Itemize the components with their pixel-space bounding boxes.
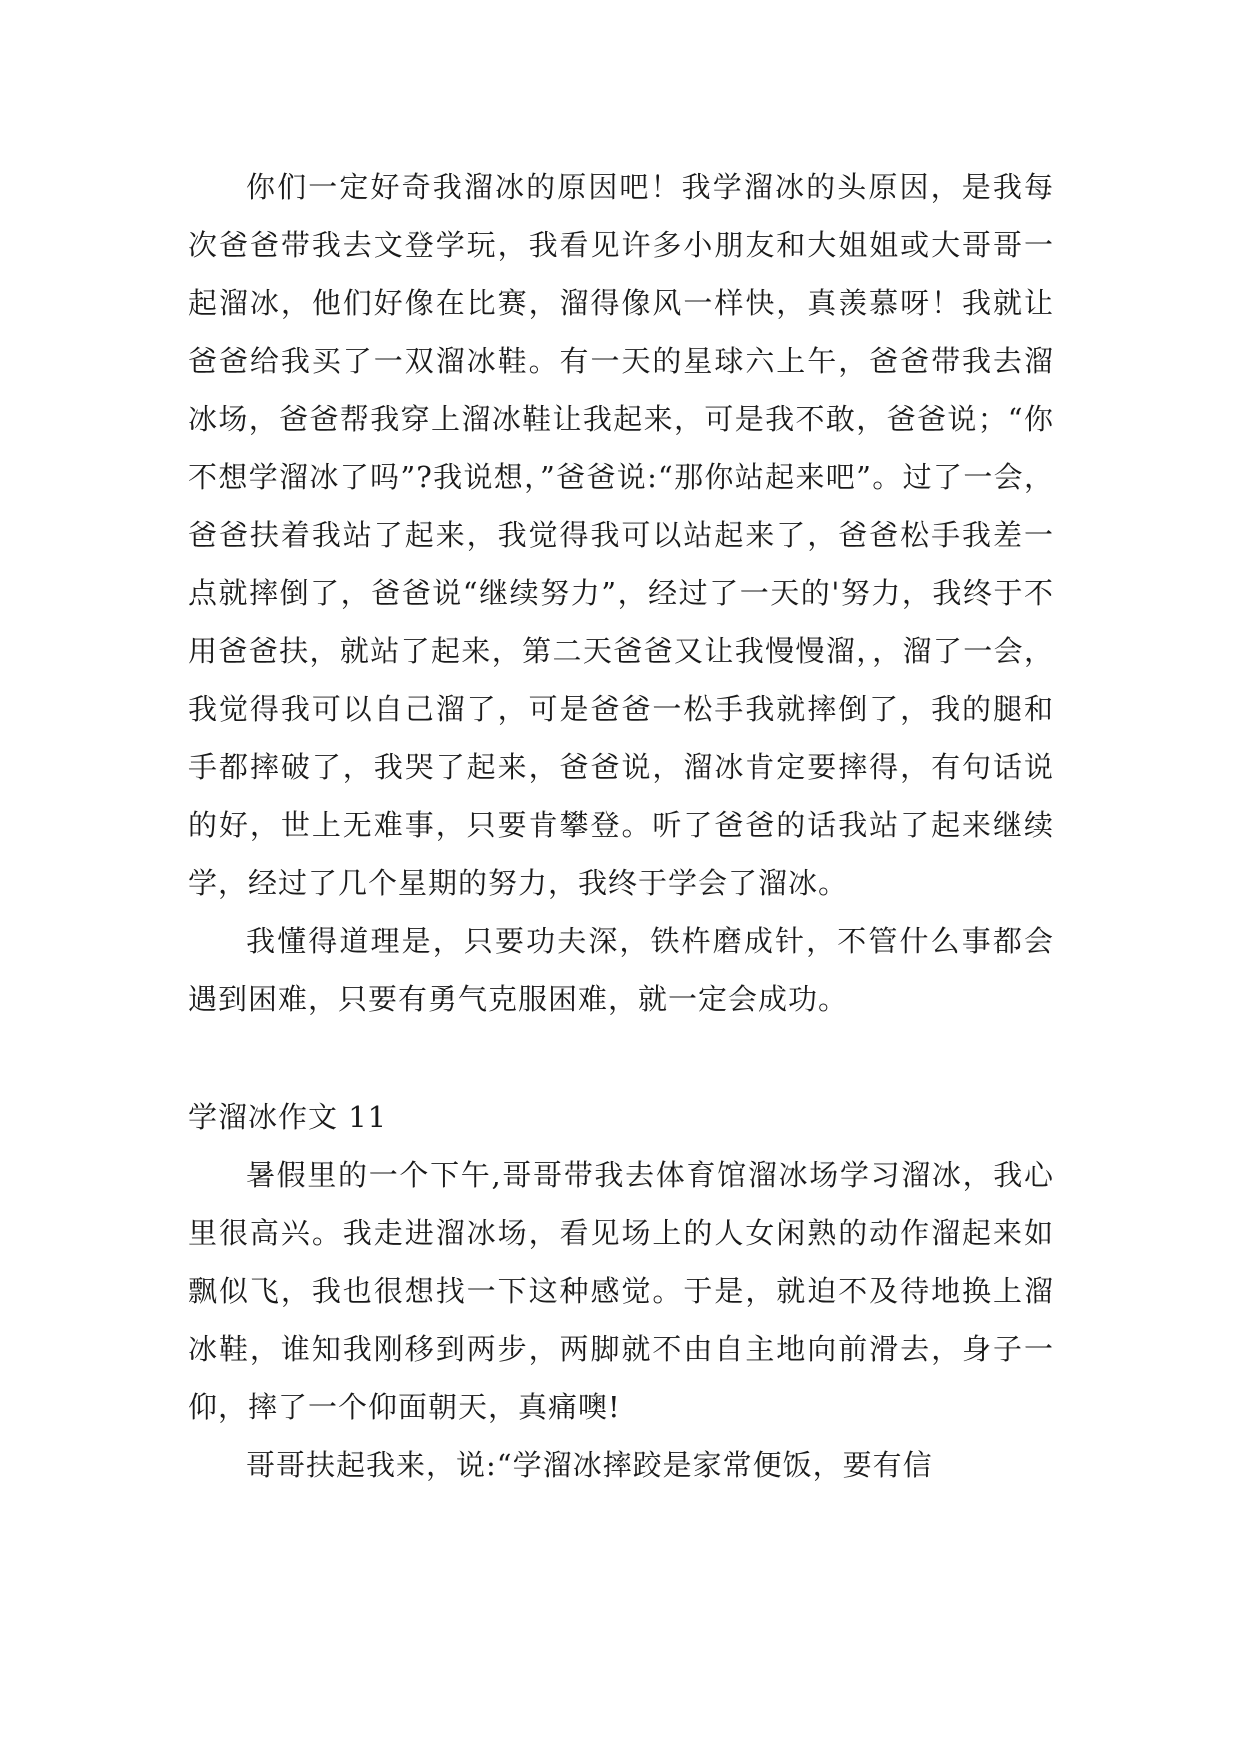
paragraph: 哥哥扶起我来，说:“学溜冰摔跤是家常便饭，要有信	[246, 1448, 933, 1482]
document-body	[188, 158, 1054, 1494]
section-title: 学溜冰作文 11	[188, 1100, 388, 1134]
paragraph: 你们一定好奇我溜冰的原因吧！我学溜冰的头原因，是我每次爸爸带我去文登学玩，我看见许多小朋友和大姐姐或大哥哥一起溜冰，他们好像在比赛，溜得像风一样快，真羡慕呀！我就让爸爸给我买了一双溜冰鞋。有一天的星球六上午，爸爸带我去溜冰场，爸爸帮我穿上溜冰鞋让我起来，可是我不敢，爸爸说；“你不想学溜冰了吗”?我说想，”爸爸说:“那你站起来吧”。过了一会，爸爸扶着我站了起来，我觉得我可以站起来了，爸爸松手我差一点就摔倒了，爸爸说“继续努力”，经过了一天的'努力，我终于不用爸爸扶，就站了起来，第二天爸爸又让我慢慢溜，，溜了一会，我觉得我可以自己溜了，可是爸爸一松手我就摔倒了，我的腿和手都摔破了，我哭了起来，爸爸说，溜冰肯定要摔得，有句话说的好，世上无难事，只要肯攀登。听了爸爸的话我站了起来继续学，经过了几个星期的努力，我终于学会了溜冰。	[188, 170, 1054, 900]
paragraph: 我懂得道理是，只要功夫深，铁杵磨成针，不管什么事都会遇到困难，只要有勇气克服困难，就一定会成功。	[188, 924, 1054, 1016]
paragraph: 暑假里的一个下午,哥哥带我去体育馆溜冰场学习溜冰，我心里很高兴。我走进溜冰场，看见场上的人女闲熟的动作溜起来如飘似飞，我也很想找一下这种感觉。于是，就迫不及待地换上溜冰鞋，谁知我刚移到两步，两脚就不由自主地向前滑去，身子一仰，摔了一个仰面朝天，真痛噢!	[188, 1158, 1054, 1424]
